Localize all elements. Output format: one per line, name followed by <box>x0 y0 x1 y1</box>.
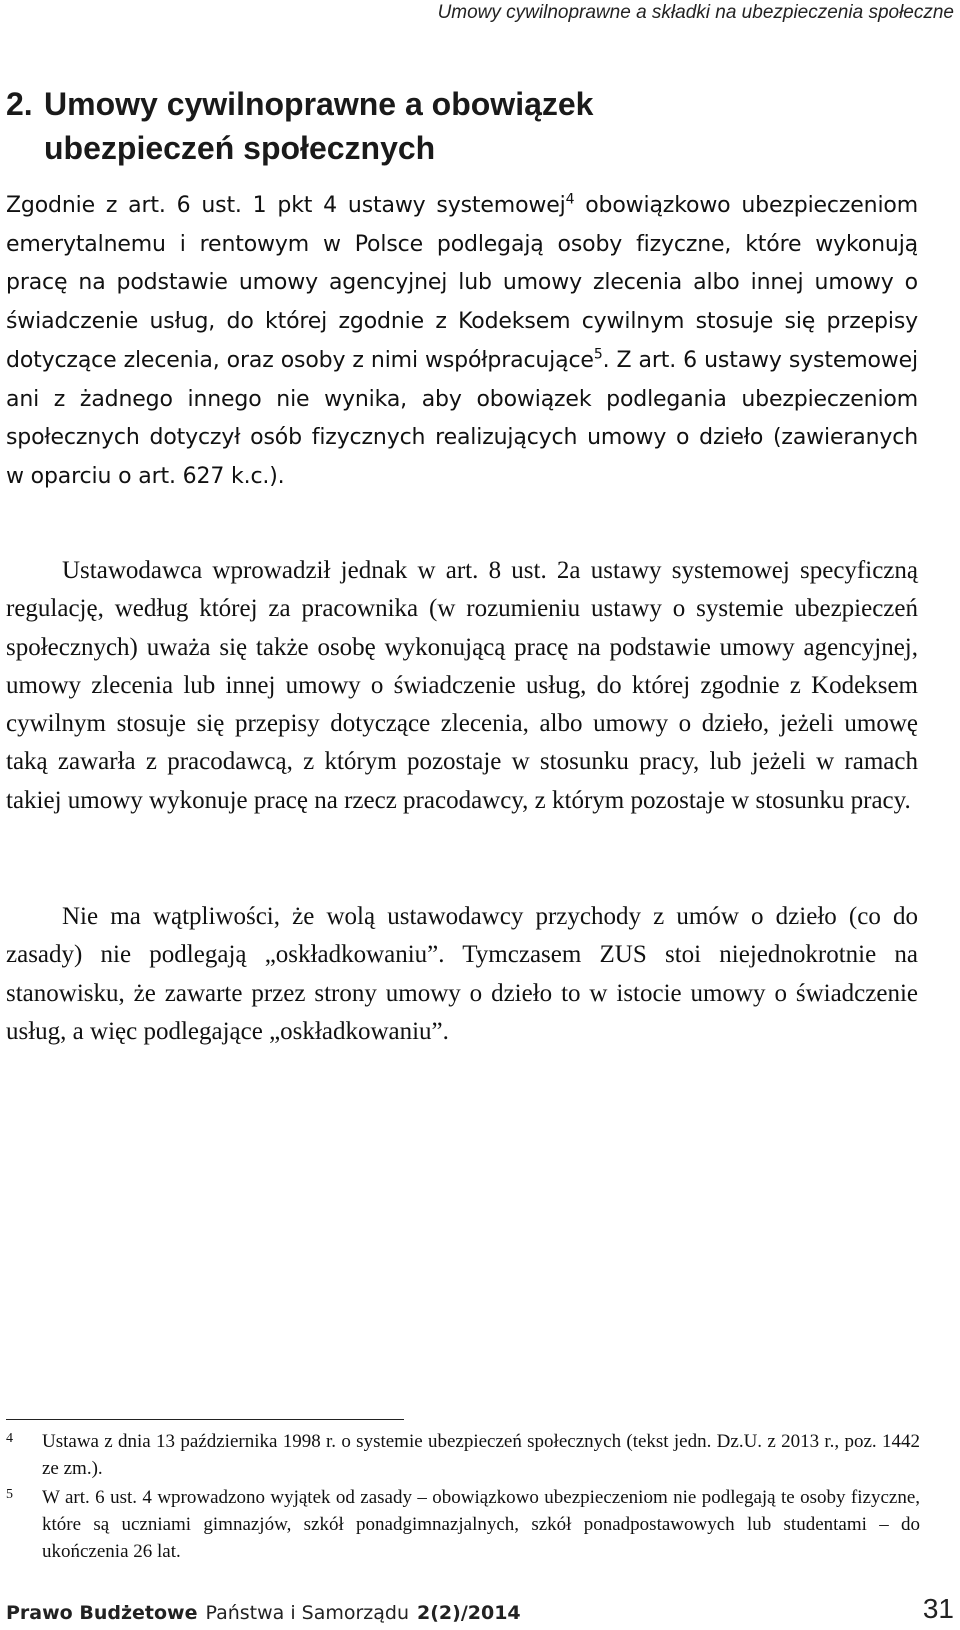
section-number: 2. <box>6 86 33 122</box>
paragraph-1-text-b: obowiązkowo ubezpieczeniom emerytalnemu i rentowym w Polsce podlegają osoby fizyczne, które wykonują pracę na podstawie umowy agencyjnej lub umowy zlecenia albo innej umowy o świadczenie usług, do której zgodnie z Kodeksem cywilnym stosuje się przepisy dotyczące zlecenia, oraz osoby z nimi współpracujące <box>6 193 918 373</box>
footnote-mark: 5 <box>6 1487 13 1502</box>
footnotes <box>6 1428 920 1567</box>
journal-brand: Prawo Budżetowe <box>6 1602 198 1624</box>
footnote-text: Ustawa z dnia 13 października 1998 r. o systemie ubezpieczeń społecznych (tekst jedn. Dz.U. z 2013 r., poz. 1442 ze zm.). <box>42 1431 920 1479</box>
footnote-4 <box>6 1428 920 1482</box>
section-title-line1: Umowy cywilnoprawne a obowiązek <box>44 86 594 122</box>
footnote-ref-5[interactable]: 5 <box>593 346 603 363</box>
footnote-text: W art. 6 ust. 4 wprowadzono wyjątek od zasady – obowiązkowo ubezpieczeniom nie podlegają te osoby fizyczne, które są uczniami gimnazjów, szkół ponadgimnazjalnych, szkół ponadpostawowych lub studentami – do ukończenia 26 lat. <box>42 1487 920 1562</box>
footnote-separator <box>6 1419 404 1420</box>
paragraph-1-text-c: . Z art. 6 ustawy systemowej ani z żadnego innego nie wynika, aby obowiązek podlegania ubezpieczeniom społecznych dotyczył osób fizycznych realizujących umowy o dzieło (zawieranych w oparciu o art. 627 k.c.). <box>6 347 918 489</box>
page-footer <box>6 1588 954 1624</box>
page-number: 31 <box>922 1593 954 1624</box>
section-title <box>6 82 606 170</box>
journal-issue: 2(2)/2014 <box>417 1602 521 1624</box>
footnote-5 <box>6 1484 920 1565</box>
paragraph-1 <box>6 187 918 497</box>
journal-subtitle: Państwa i Samorządu <box>205 1602 410 1624</box>
section-title-line2: ubezpieczeń społecznych <box>44 130 436 166</box>
footnote-ref-4[interactable]: 4 <box>565 191 575 208</box>
paragraph-1-text-a: Zgodnie z art. 6 ust. 1 pkt 4 ustawy systemowej <box>6 193 566 218</box>
footnote-mark: 4 <box>6 1431 13 1446</box>
paragraph-3: Nie ma wątpliwości, że wolą ustawodawcy przychody z umów o dzieło (co do zasady) nie podlegają „oskładkowaniu”. Tymczasem ZUS stoi niejednokrotnie na stanowisku, że zawarte przez strony umowy o dzieło to w istocie umowy o świadczenie usług, a więc podlegające „oskładkowaniu”. <box>6 903 918 1045</box>
paragraph-2: Ustawodawca wprowadził jednak w art. 8 ust. 2a ustawy systemowej specyficzną regulację, według której za pracownika (w rozumieniu ustawy o systemie ubezpieczeń społecznych) uważa się także osobę wykonującą pracę na podstawie umowy agencyjnej, umowy zlecenia lub innej umowy o świadczenie usług, do której zgodnie z Kodeksem cywilnym stosuje się przepisy dotyczące zlecenia, albo umowy o dzieło, jeżeli umowę taką zawarła z pracodawcą, z którym pozostaje w stosunku pracy, lub jeżeli w ramach takiej umowy wykonuje pracę na rzecz pracodawcy, z którym pozostaje w stosunku pracy. <box>6 557 918 814</box>
running-header: Umowy cywilnoprawne a składki na ubezpieczenia społeczne <box>437 2 954 23</box>
